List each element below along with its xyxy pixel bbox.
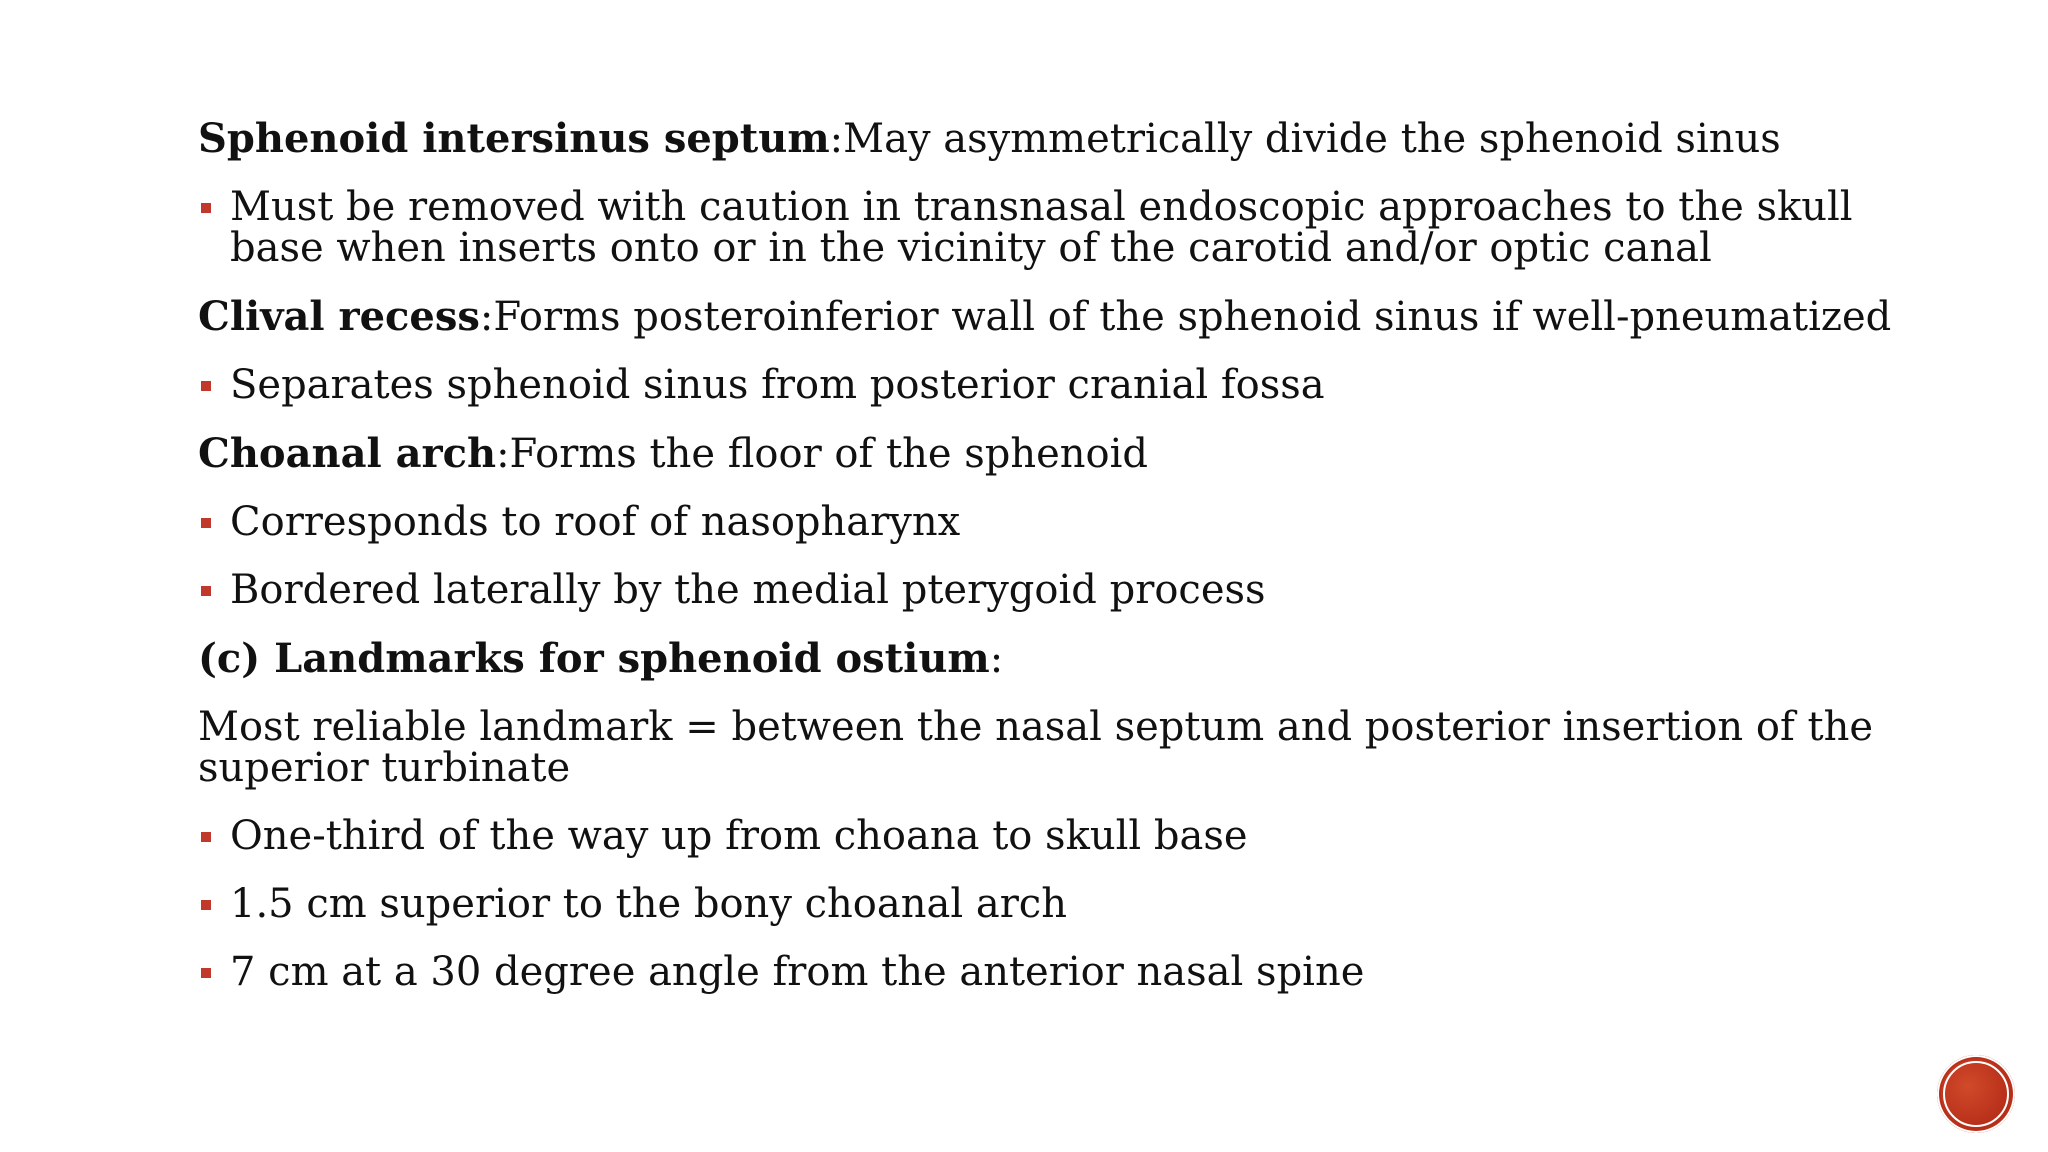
- square-bullet-icon: [201, 900, 211, 910]
- paragraph-text: Most reliable landmark = between the nasal septum and posterior insertion of the superior turbinate: [198, 704, 1873, 791]
- heading-text: :Forms posteroinferior wall of the sphenoid sinus if well-pneumatized: [479, 294, 1892, 340]
- square-bullet-icon: [201, 518, 211, 528]
- bullet-item: [198, 881, 1958, 927]
- heading-term: (c) Landmarks for sphenoid ostium: [198, 635, 990, 682]
- bullet-text: 7 cm at a 30 degree angle from the anterior nasal spine: [230, 949, 1365, 995]
- logo-ring: [1943, 1061, 2009, 1127]
- bullet-item: [198, 184, 1958, 271]
- bullet-text: Bordered laterally by the medial pterygoid process: [230, 567, 1266, 613]
- slide-content: [198, 115, 1958, 1020]
- bullet-item: [198, 567, 1958, 613]
- bullet-text: Separates sphenoid sinus from posterior cranial fossa: [230, 362, 1325, 408]
- heading-text: :: [989, 636, 1004, 682]
- square-bullet-icon: [201, 968, 211, 978]
- square-bullet-icon: [201, 586, 211, 596]
- heading-choanal-arch: [198, 430, 1958, 477]
- heading-sphenoid-intersinus-septum: [198, 115, 1958, 162]
- bullet-text: 1.5 cm superior to the bony choanal arch: [230, 881, 1067, 927]
- square-bullet-icon: [201, 203, 211, 213]
- bullet-text: Must be removed with caution in transnasal endoscopic approaches to the skull base when inserts onto or in the vicinity of the carotid and/or optic canal: [230, 184, 1853, 271]
- heading-clival-recess: [198, 293, 1958, 340]
- bullet-item: [198, 362, 1958, 408]
- square-bullet-icon: [201, 381, 211, 391]
- bullet-item: [198, 949, 1958, 995]
- heading-landmarks-sphenoid-ostium: [198, 635, 1958, 682]
- bullet-item: [198, 813, 1958, 859]
- heading-term: Clival recess: [198, 293, 480, 340]
- square-bullet-icon: [201, 832, 211, 842]
- heading-term: Choanal arch: [198, 430, 497, 477]
- heading-text: :May asymmetrically divide the sphenoid sinus: [829, 116, 1781, 162]
- bullet-item: [198, 499, 1958, 545]
- presentation-logo-icon: [1937, 1055, 2015, 1133]
- heading-term: Sphenoid intersinus septum: [198, 115, 830, 162]
- paragraph-most-reliable-landmark: [198, 704, 1958, 791]
- bullet-text: One-third of the way up from choana to skull base: [230, 813, 1248, 859]
- bullet-text: Corresponds to roof of nasopharynx: [230, 499, 961, 545]
- heading-text: :Forms the floor of the sphenoid: [496, 431, 1149, 477]
